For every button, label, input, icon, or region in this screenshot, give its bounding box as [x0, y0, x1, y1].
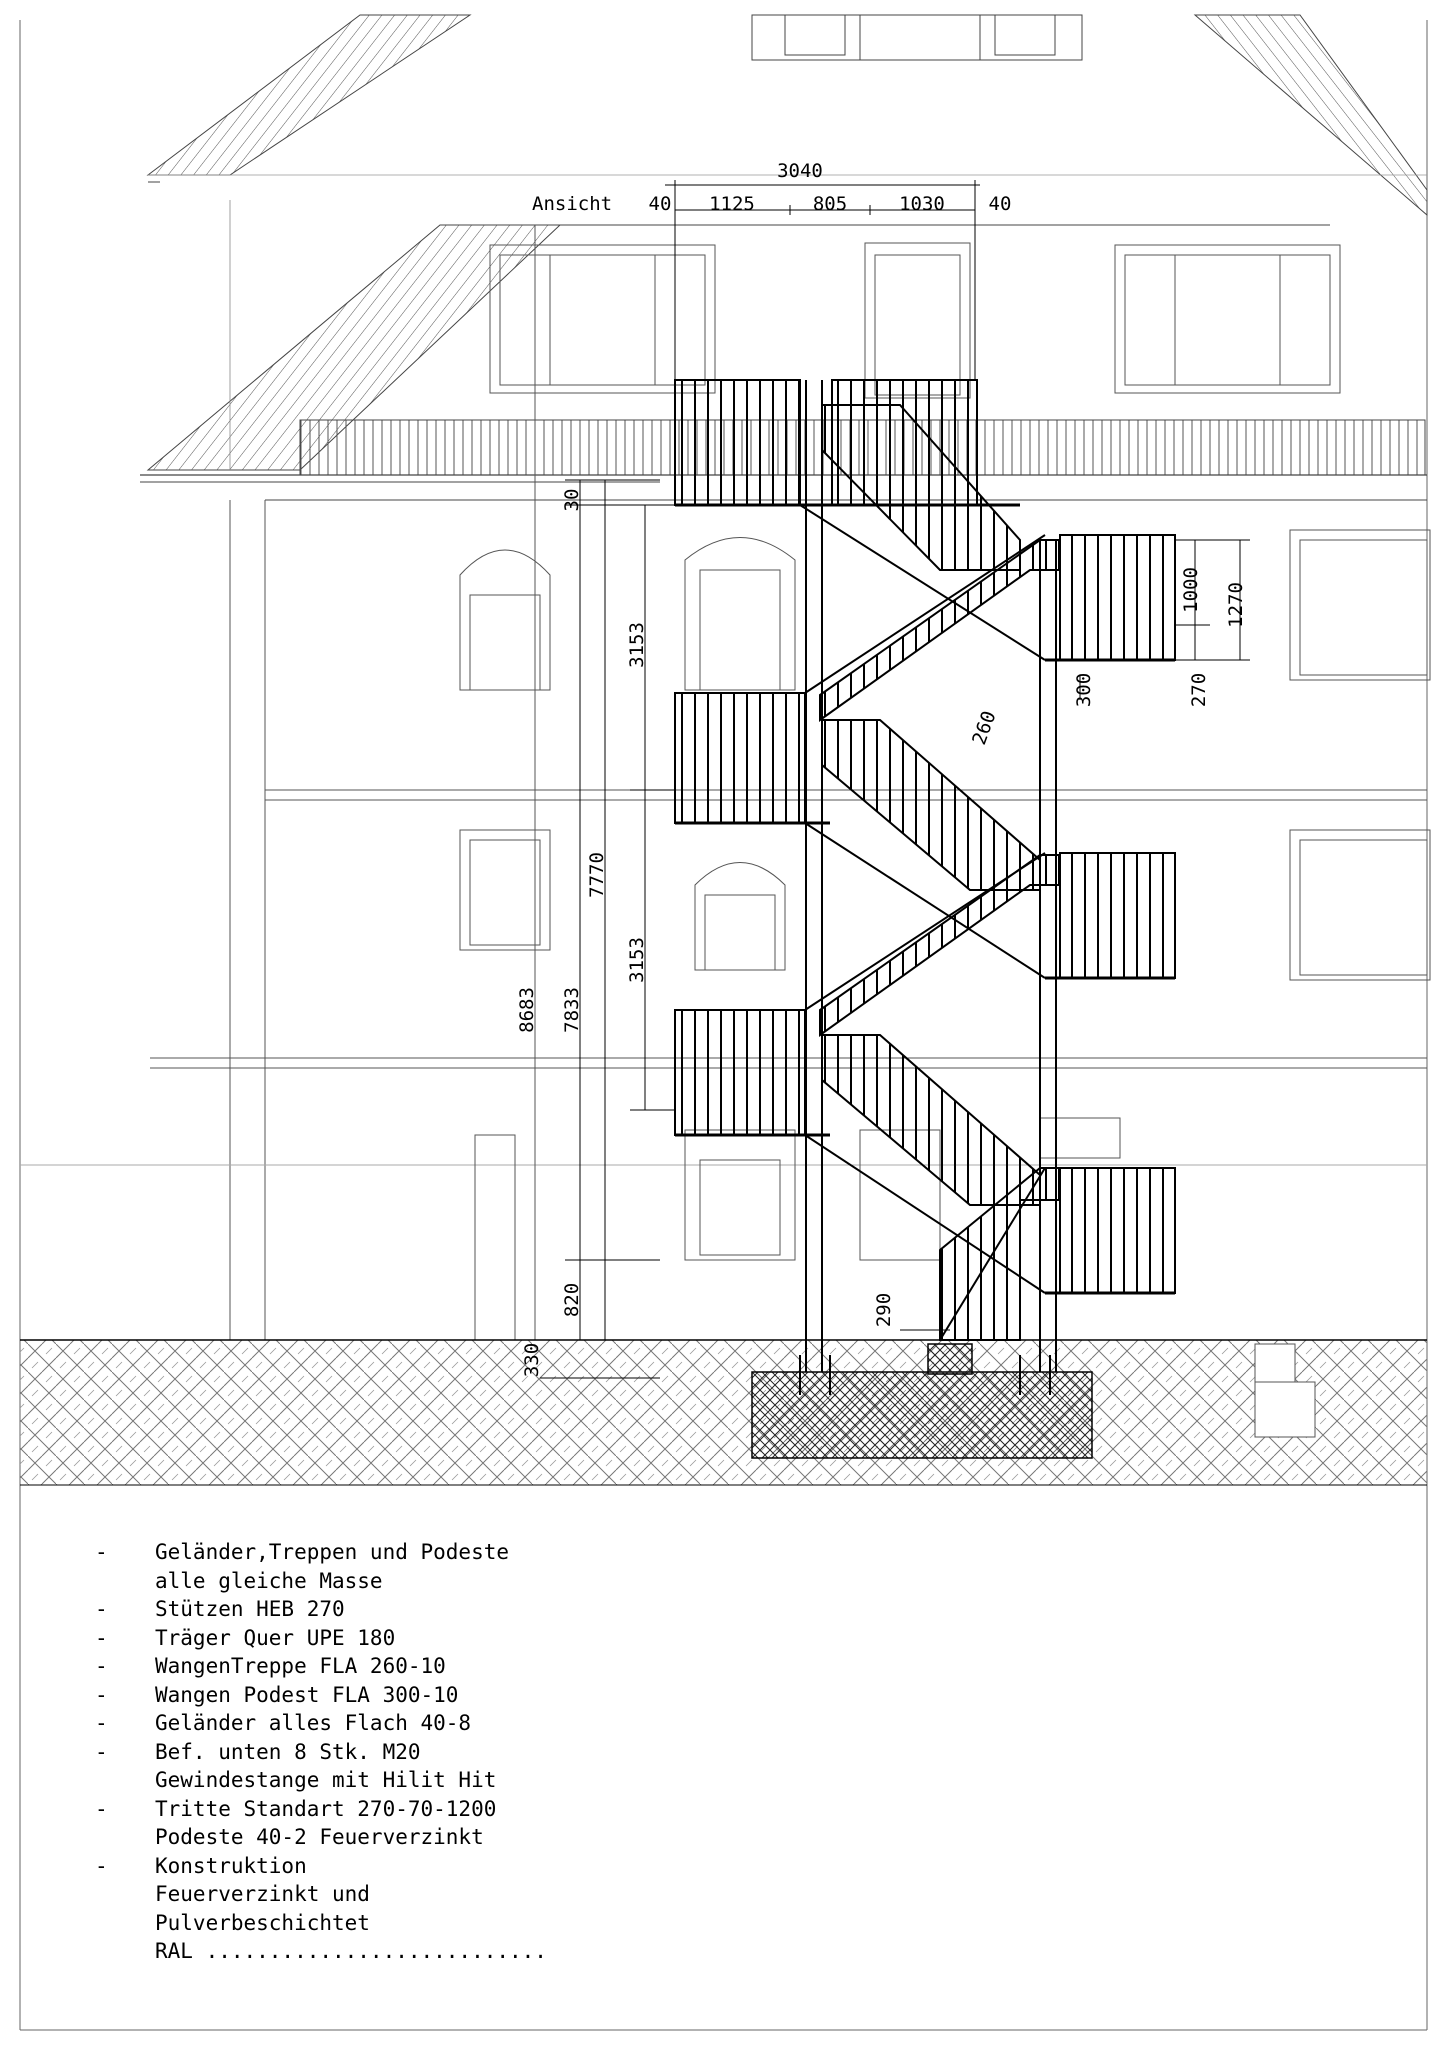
note-bullet: -: [95, 1711, 108, 1735]
note-bullet: [95, 1880, 155, 1909]
note-text: Bef. unten 8 Stk. M20: [155, 1739, 421, 1764]
note-line: [95, 1852, 795, 1881]
note-text: Gewindestange mit Hilit Hit: [155, 1768, 497, 1792]
note-text: Geländer,Treppen und Podeste: [155, 1540, 510, 1564]
dim-right-300: 300: [1073, 672, 1095, 708]
note-bullet: [95, 1823, 155, 1852]
dim-left-330: 330: [521, 1342, 543, 1378]
note-text: Geländer alles Flach 40-8: [155, 1711, 472, 1735]
note-text: Tritte Standart 270-70-1200: [155, 1796, 497, 1821]
note-bullet: -: [95, 1625, 108, 1650]
note-line: [95, 1538, 795, 1567]
note-line: [95, 1652, 795, 1681]
note-bullet: -: [95, 1682, 108, 1707]
note-bullet: -: [95, 1540, 108, 1564]
note-line: [95, 1766, 795, 1795]
note-bullet: -: [95, 1796, 108, 1821]
note-line: [95, 1795, 795, 1824]
note-bullet: [95, 1909, 155, 1938]
dim-left-3153-b: 3153: [626, 937, 648, 983]
note-bullet: [95, 1766, 155, 1795]
note-line: [95, 1880, 795, 1909]
dim-left-8683: 8683: [516, 987, 538, 1033]
note-bullet: -: [95, 1597, 108, 1621]
note-text: alle gleiche Masse: [155, 1568, 383, 1593]
note-line: [95, 1681, 795, 1710]
note-text: Feuerverzinkt und: [155, 1882, 370, 1906]
notes-list: [95, 1538, 795, 1966]
note-text: Konstruktion: [155, 1853, 307, 1878]
dim-right-1000: 1000: [1180, 567, 1202, 613]
note-line: [95, 1738, 795, 1767]
fire-escape-stair: [675, 380, 1175, 1395]
dim-right-270: 270: [1188, 672, 1210, 708]
note-text: Pulverbeschichtet: [155, 1910, 370, 1935]
dim-top-seg1: 1125: [709, 193, 755, 215]
note-text: Wangen Podest FLA 300-10: [155, 1682, 459, 1707]
note-bullet: -: [95, 1654, 108, 1678]
note-bullet: -: [95, 1853, 108, 1878]
dim-left-7833: 7833: [561, 987, 583, 1033]
note-bullet: [95, 1567, 155, 1596]
note-bullet: [95, 1937, 155, 1966]
view-label: Ansicht: [532, 193, 613, 215]
dim-stair-260: 260: [968, 708, 1001, 748]
dim-top-seg2: 805: [812, 193, 848, 215]
dim-left-7770: 7770: [586, 852, 608, 898]
note-text: RAL ...........................: [155, 1939, 547, 1963]
dim-right-1270: 1270: [1225, 582, 1247, 628]
note-line: [95, 1624, 795, 1653]
note-text: WangenTreppe FLA 260-10: [155, 1654, 446, 1678]
note-text: Podeste 40-2 Feuerverzinkt: [155, 1825, 484, 1849]
note-line: [95, 1595, 795, 1624]
note-bullet: -: [95, 1739, 108, 1764]
note-line: [95, 1709, 795, 1738]
note-line: [95, 1909, 795, 1938]
dim-top-right-offset: 40: [988, 193, 1012, 215]
note-text: Stützen HEB 270: [155, 1597, 345, 1621]
dim-top-total: 3040: [777, 160, 823, 182]
specification-notes: [95, 1538, 795, 1966]
dim-left-30: 30: [561, 488, 583, 512]
ground-section: [20, 1340, 1427, 1485]
note-line: [95, 1823, 795, 1852]
dim-top-seg3: 1030: [899, 193, 945, 215]
note-text: Träger Quer UPE 180: [155, 1625, 396, 1650]
dim-bottom-290: 290: [873, 1292, 895, 1328]
dim-top-left-offset: 40: [648, 193, 672, 215]
dim-left-820: 820: [561, 1282, 583, 1318]
note-line: [95, 1937, 795, 1966]
dim-left-3153-a: 3153: [626, 622, 648, 668]
note-line: [95, 1567, 795, 1596]
